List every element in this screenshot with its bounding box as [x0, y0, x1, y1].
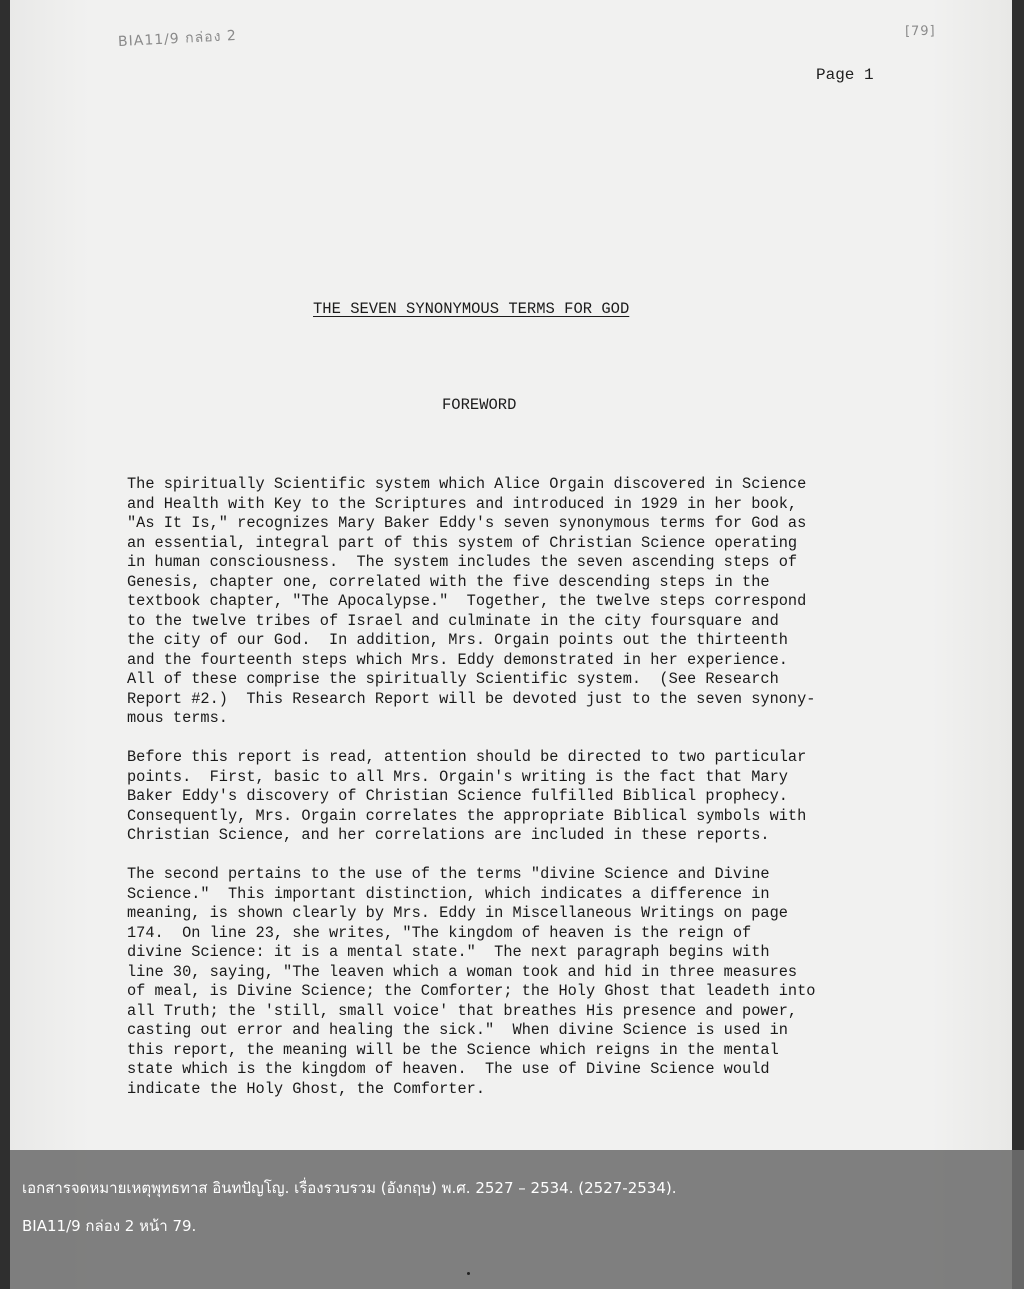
- document-title: THE SEVEN SYNONYMOUS TERMS FOR GOD: [313, 300, 630, 318]
- paragraph-2: Before this report is read, attention should be directed to two particular points. First, basic to all Mrs. Orgain's writing is the fact that Mary Baker Eddy's discovery of Christian Science fulfilled Biblical prophecy. Consequently, Mrs. Orgain correlates the appropriate Biblical symbols with Christian Science, and her correlations are included in these reports.: [127, 748, 807, 844]
- caption-citation: เอกสารจดหมายเหตุพุทธทาส อินทปัญโญ. เรื่องรวบรวม (อังกฤษ) พ.ศ. 2527 – 2534. (2527-2534).: [22, 1179, 677, 1197]
- caption-reference: BIA11/9 กล่อง 2 หน้า 79.: [22, 1217, 197, 1235]
- paragraph-1: The spiritually Scientific system which Alice Orgain discovered in Science and Health with Key to the Scriptures and introduced in 1929 in her book, "As It Is," recognizes Mary Baker Eddy's seven synonymous terms for God as an essential, integral part of this system of Christian Science operating in human consciousness. The system includes the seven ascending steps of Genesis, chapter one, correlated with the five descending steps in the textbook chapter, "The Apocalypse." Together, the twelve steps correspond to the twelve tribes of Israel and culminate in the city foursquare and the city of our God. In addition, Mrs. Orgain points out the thirteenth and the fourteenth steps which Mrs. Eddy demonstrated in her experience. All of these comprise the spiritually Scientific system. (See Research Report #2.) This Research Report will be devoted just to the seven synony- mous terms.: [127, 475, 816, 727]
- scan-speck: [467, 1272, 470, 1275]
- handwritten-page-number: [79]: [904, 23, 936, 40]
- paragraph-3: The second pertains to the use of the terms "divine Science and Divine Science." This important distinction, which indicates a difference in meaning, is shown clearly by Mrs. Eddy in Miscellaneous Writings on page 174. On line 23, she writes, "The kingdom of heaven is the reign of divine Science: it is a mental state." The next paragraph begins with line 30, saying, "The leaven which a woman took and hid in three measures of meal, is Divine Science; the Comforter; the Holy Ghost that leadeth into all Truth; the 'still, small voice' that breathes His presence and power, casting out error and healing the sick." When divine Science is used in this report, the meaning will be the Science which reigns in the mental state which is the kingdom of heaven. The use of Divine Science would indicate the Holy Ghost, the Comforter.: [127, 865, 816, 1098]
- typed-page-label: Page 1: [816, 66, 874, 84]
- section-heading: FOREWORD: [442, 396, 517, 414]
- handwritten-archive-code: BIA11/9 กล่อง 2: [117, 27, 238, 51]
